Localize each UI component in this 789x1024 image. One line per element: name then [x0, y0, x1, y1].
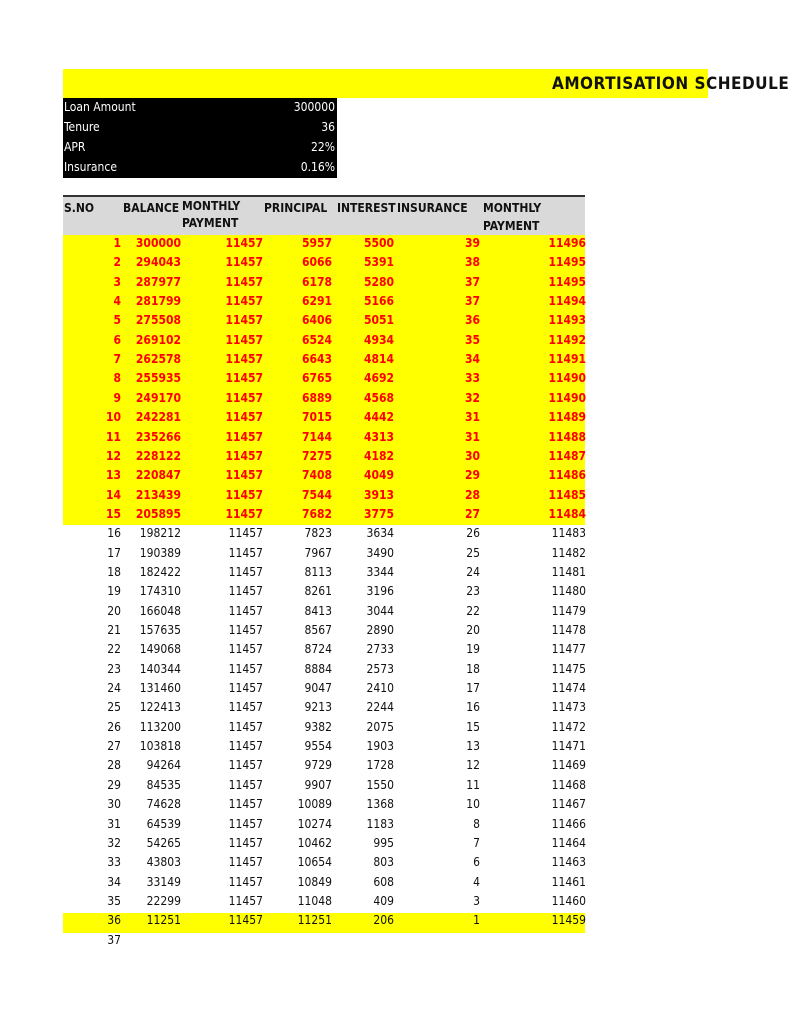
cell-interest: 1183: [366, 817, 394, 831]
cell-monthly-payment: 11457: [228, 836, 263, 850]
cell-monthly-payment: 11457: [225, 333, 263, 347]
cell-sno: 4: [113, 294, 121, 308]
cell-monthly-payment: 11457: [228, 565, 263, 579]
cell-interest: 2890: [366, 623, 394, 637]
cell-sno: 10: [105, 410, 121, 424]
apr-value: 22%: [311, 140, 335, 154]
cell-balance: 174310: [139, 584, 181, 598]
cell-total-payment: 11489: [548, 410, 586, 424]
cell-insurance: 19: [466, 642, 480, 656]
cell-sno: 5: [113, 313, 121, 327]
cell-total-payment: 11464: [551, 836, 586, 850]
cell-interest: 5166: [363, 294, 394, 308]
cell-balance: 22299: [146, 894, 181, 908]
cell-balance: 166048: [139, 604, 181, 618]
cell-principal: 6406: [301, 313, 332, 327]
cell-interest: 803: [373, 855, 394, 869]
col-header-monthly-payment-line2: PAYMENT: [182, 216, 239, 230]
cell-balance: 198212: [139, 526, 181, 540]
loan-amount-value: 300000: [293, 100, 335, 114]
cell-sno: 35: [107, 894, 121, 908]
col-header-balance: BALANCE: [123, 201, 180, 215]
cell-sno: 29: [107, 778, 121, 792]
cell-balance: 54265: [146, 836, 181, 850]
cell-interest: 4049: [363, 468, 394, 482]
cell-total-payment: 11487: [548, 449, 586, 463]
cell-interest: 1728: [366, 758, 394, 772]
cell-balance: 74628: [146, 797, 181, 811]
cell-interest: 3634: [366, 526, 394, 540]
cell-insurance: 3: [473, 894, 480, 908]
cell-monthly-payment: 11457: [225, 236, 263, 250]
cell-insurance: 39: [464, 236, 480, 250]
cell-balance: 235266: [135, 430, 181, 444]
col-header-sno: S.NO: [64, 201, 95, 215]
cell-interest: 2410: [366, 681, 394, 695]
cell-total-payment: 11485: [548, 488, 586, 502]
cell-sno: 18: [107, 565, 121, 579]
col-header-interest: INTEREST: [337, 201, 396, 215]
cell-monthly-payment: 11457: [228, 894, 263, 908]
cell-monthly-payment: 11457: [228, 546, 263, 560]
cell-principal: 6889: [301, 391, 332, 405]
cell-total-payment: 11459: [551, 913, 586, 927]
cell-total-payment: 11474: [551, 681, 586, 695]
cell-monthly-payment: 11457: [225, 507, 263, 521]
cell-total-payment: 11479: [551, 604, 586, 618]
tenure-row: [63, 118, 337, 138]
cell-sno: 14: [105, 488, 121, 502]
cell-principal: 7408: [301, 468, 332, 482]
cell-insurance: 8: [473, 817, 480, 831]
sheet-title: AMORTISATION SCHEDULE: [552, 74, 789, 94]
cell-total-payment: 11483: [551, 526, 586, 540]
cell-monthly-payment: 11457: [228, 700, 263, 714]
cell-principal: 8261: [304, 584, 332, 598]
cell-balance: 228122: [135, 449, 181, 463]
cell-insurance: 30: [464, 449, 480, 463]
cell-sno: 23: [107, 662, 121, 676]
cell-principal: 6178: [301, 275, 332, 289]
cell-interest: 4182: [363, 449, 394, 463]
cell-total-payment: 11486: [548, 468, 586, 482]
cell-total-payment: 11473: [551, 700, 586, 714]
cell-monthly-payment: 11457: [228, 778, 263, 792]
cell-sno: 27: [107, 739, 121, 753]
cell-insurance: 22: [466, 604, 480, 618]
cell-principal: 9729: [304, 758, 332, 772]
cell-principal: 10654: [297, 855, 332, 869]
cell-sno: 9: [113, 391, 121, 405]
cell-interest: 5280: [363, 275, 394, 289]
cell-balance: 94264: [146, 758, 181, 772]
cell-principal: 6524: [301, 333, 332, 347]
cell-interest: 1550: [366, 778, 394, 792]
cell-balance: 262578: [135, 352, 181, 366]
cell-monthly-payment: 11457: [228, 739, 263, 753]
cell-sno: 37: [107, 933, 121, 947]
cell-sno: 12: [105, 449, 121, 463]
cell-principal: 8413: [304, 604, 332, 618]
cell-sno: 30: [107, 797, 121, 811]
cell-principal: 8884: [304, 662, 332, 676]
cell-principal: 9907: [304, 778, 332, 792]
cell-balance: 190389: [139, 546, 181, 560]
cell-insurance: 15: [466, 720, 480, 734]
cell-sno: 26: [107, 720, 121, 734]
cell-interest: 3044: [366, 604, 394, 618]
cell-sno: 15: [105, 507, 121, 521]
cell-sno: 22: [107, 642, 121, 656]
cell-principal: 10274: [297, 817, 332, 831]
cell-total-payment: 11471: [551, 739, 586, 753]
cell-balance: 275508: [135, 313, 181, 327]
cell-principal: 7544: [301, 488, 332, 502]
cell-insurance: 11: [466, 778, 480, 792]
cell-total-payment: 11472: [551, 720, 586, 734]
loan-info-panel: [63, 98, 337, 178]
loan-amount-label: Loan Amount: [64, 100, 136, 114]
cell-total-payment: 11467: [551, 797, 586, 811]
cell-total-payment: 11469: [551, 758, 586, 772]
cell-interest: 4934: [363, 333, 394, 347]
cell-interest: 4692: [363, 371, 394, 385]
cell-principal: 7015: [301, 410, 332, 424]
cell-monthly-payment: 11457: [228, 720, 263, 734]
cell-interest: 4442: [363, 410, 394, 424]
cell-monthly-payment: 11457: [228, 584, 263, 598]
cell-balance: 249170: [135, 391, 181, 405]
cell-balance: 43803: [146, 855, 181, 869]
table-header: [63, 195, 585, 239]
tenure-value: 36: [321, 120, 335, 134]
cell-interest: 2244: [366, 700, 394, 714]
cell-monthly-payment: 11457: [225, 371, 263, 385]
cell-sno: 1: [113, 236, 121, 250]
cell-insurance: 27: [464, 507, 480, 521]
cell-sno: 21: [107, 623, 121, 637]
cell-total-payment: 11495: [548, 255, 586, 269]
cell-interest: 3913: [363, 488, 394, 502]
cell-insurance: 16: [466, 700, 480, 714]
cell-sno: 11: [105, 430, 121, 444]
cell-sno: 8: [113, 371, 121, 385]
cell-balance: 84535: [146, 778, 181, 792]
cell-insurance: 36: [464, 313, 480, 327]
cell-principal: 7682: [301, 507, 332, 521]
cell-balance: 213439: [135, 488, 181, 502]
cell-interest: 1903: [366, 739, 394, 753]
apr-row: [63, 138, 337, 158]
cell-monthly-payment: 11457: [228, 855, 263, 869]
cell-balance: 131460: [139, 681, 181, 695]
cell-balance: 294043: [135, 255, 181, 269]
cell-principal: 9213: [304, 700, 332, 714]
cell-sno: 2: [113, 255, 121, 269]
cell-insurance: 28: [464, 488, 480, 502]
cell-insurance: 31: [464, 430, 480, 444]
cell-balance: 33149: [146, 875, 181, 889]
col-header-total-payment-line2: PAYMENT: [483, 219, 540, 233]
cell-principal: 6291: [301, 294, 332, 308]
cell-interest: 608: [373, 875, 394, 889]
cell-principal: 6643: [301, 352, 332, 366]
cell-sno: 6: [113, 333, 121, 347]
cell-insurance: 10: [466, 797, 480, 811]
cell-balance: 255935: [135, 371, 181, 385]
cell-monthly-payment: 11457: [225, 468, 263, 482]
cell-total-payment: 11491: [548, 352, 586, 366]
cell-principal: 9382: [304, 720, 332, 734]
cell-balance: 242281: [135, 410, 181, 424]
cell-principal: 6066: [301, 255, 332, 269]
cell-total-payment: 11484: [548, 507, 586, 521]
cell-monthly-payment: 11457: [225, 352, 263, 366]
cell-balance: 103818: [139, 739, 181, 753]
insurance-row: [63, 158, 337, 178]
cell-total-payment: 11482: [551, 546, 586, 560]
cell-insurance: 18: [466, 662, 480, 676]
cell-monthly-payment: 11457: [225, 391, 263, 405]
cell-principal: 8724: [304, 642, 332, 656]
cell-interest: 5051: [363, 313, 394, 327]
cell-insurance: 33: [464, 371, 480, 385]
cell-balance: 205895: [135, 507, 181, 521]
cell-insurance: 32: [464, 391, 480, 405]
cell-monthly-payment: 11457: [225, 255, 263, 269]
insurance-value: 0.16%: [300, 160, 335, 174]
cell-sno: 33: [107, 855, 121, 869]
cell-monthly-payment: 11457: [228, 642, 263, 656]
cell-total-payment: 11463: [551, 855, 586, 869]
col-header-principal: PRINCIPAL: [264, 201, 328, 215]
cell-balance: 157635: [139, 623, 181, 637]
cell-principal: 9047: [304, 681, 332, 695]
cell-total-payment: 11478: [551, 623, 586, 637]
cell-principal: 5957: [301, 236, 332, 250]
cell-total-payment: 11492: [548, 333, 586, 347]
cell-insurance: 31: [464, 410, 480, 424]
cell-total-payment: 11488: [548, 430, 586, 444]
cell-principal: 7967: [304, 546, 332, 560]
cell-principal: 6765: [301, 371, 332, 385]
cell-balance: 64539: [146, 817, 181, 831]
cell-balance: 300000: [135, 236, 181, 250]
cell-insurance: 24: [466, 565, 480, 579]
cell-total-payment: 11493: [548, 313, 586, 327]
cell-balance: 182422: [139, 565, 181, 579]
cell-balance: 113200: [139, 720, 181, 734]
cell-total-payment: 11494: [548, 294, 586, 308]
cell-monthly-payment: 11457: [225, 430, 263, 444]
cell-principal: 10089: [297, 797, 332, 811]
cell-monthly-payment: 11457: [228, 913, 263, 927]
cell-monthly-payment: 11457: [225, 488, 263, 502]
cell-insurance: 37: [464, 294, 480, 308]
cell-insurance: 7: [473, 836, 480, 850]
cell-insurance: 1: [473, 913, 480, 927]
cell-monthly-payment: 11457: [228, 758, 263, 772]
cell-balance: 281799: [135, 294, 181, 308]
cell-sno: 32: [107, 836, 121, 850]
cell-insurance: 35: [464, 333, 480, 347]
tenure-label: Tenure: [64, 120, 100, 134]
cell-insurance: 25: [466, 546, 480, 560]
cell-insurance: 23: [466, 584, 480, 598]
cell-sno: 34: [107, 875, 121, 889]
cell-total-payment: 11495: [548, 275, 586, 289]
cell-monthly-payment: 11457: [225, 313, 263, 327]
cell-insurance: 4: [473, 875, 480, 889]
cell-total-payment: 11460: [551, 894, 586, 908]
cell-sno: 36: [107, 913, 121, 927]
cell-sno: 19: [107, 584, 121, 598]
cell-insurance: 13: [466, 739, 480, 753]
cell-principal: 8567: [304, 623, 332, 637]
cell-monthly-payment: 11457: [225, 410, 263, 424]
cell-principal: 8113: [304, 565, 332, 579]
cell-insurance: 34: [464, 352, 480, 366]
cell-insurance: 29: [464, 468, 480, 482]
cell-interest: 409: [373, 894, 394, 908]
cell-sno: 13: [105, 468, 121, 482]
cell-insurance: 38: [464, 255, 480, 269]
cell-monthly-payment: 11457: [228, 604, 263, 618]
col-header-total-payment-line1: MONTHLY: [483, 201, 542, 215]
cell-balance: 140344: [139, 662, 181, 676]
cell-principal: 7275: [301, 449, 332, 463]
cell-interest: 1368: [366, 797, 394, 811]
cell-balance: 149068: [139, 642, 181, 656]
cell-balance: 287977: [135, 275, 181, 289]
cell-sno: 28: [107, 758, 121, 772]
cell-sno: 16: [107, 526, 121, 540]
cell-interest: 5391: [363, 255, 394, 269]
cell-total-payment: 11480: [551, 584, 586, 598]
cell-sno: 7: [113, 352, 121, 366]
cell-interest: 3490: [366, 546, 394, 560]
loan-amount-row: [63, 98, 337, 118]
cell-insurance: 20: [466, 623, 480, 637]
cell-monthly-payment: 11457: [228, 681, 263, 695]
cell-principal: 7144: [301, 430, 332, 444]
cell-interest: 5500: [363, 236, 394, 250]
cell-insurance: 37: [464, 275, 480, 289]
cell-total-payment: 11461: [551, 875, 586, 889]
cell-total-payment: 11496: [548, 236, 586, 250]
cell-monthly-payment: 11457: [225, 294, 263, 308]
cell-interest: 2075: [366, 720, 394, 734]
cell-sno: 20: [107, 604, 121, 618]
cell-insurance: 26: [466, 526, 480, 540]
cell-total-payment: 11466: [551, 817, 586, 831]
cell-principal: 10849: [297, 875, 332, 889]
cell-monthly-payment: 11457: [228, 817, 263, 831]
cell-insurance: 6: [473, 855, 480, 869]
cell-sno: 24: [107, 681, 121, 695]
cell-total-payment: 11477: [551, 642, 586, 656]
insurance-label: Insurance: [64, 160, 117, 174]
cell-interest: 4313: [363, 430, 394, 444]
cell-total-payment: 11468: [551, 778, 586, 792]
cell-interest: 3775: [363, 507, 394, 521]
cell-principal: 11048: [297, 894, 332, 908]
cell-sno: 17: [107, 546, 121, 560]
col-header-monthly-payment-line1: MONTHLY: [182, 199, 241, 213]
cell-interest: 4568: [363, 391, 394, 405]
cell-balance: 269102: [135, 333, 181, 347]
cell-total-payment: 11490: [548, 371, 586, 385]
col-header-insurance: INSURANCE: [397, 201, 468, 215]
cell-principal: 7823: [304, 526, 332, 540]
cell-interest: 3196: [366, 584, 394, 598]
cell-monthly-payment: 11457: [228, 623, 263, 637]
cell-monthly-payment: 11457: [228, 797, 263, 811]
cell-monthly-payment: 11457: [228, 875, 263, 889]
apr-label: APR: [64, 140, 86, 154]
cell-sno: 25: [107, 700, 121, 714]
cell-monthly-payment: 11457: [225, 275, 263, 289]
cell-interest: 4814: [363, 352, 394, 366]
cell-sno: 3: [113, 275, 121, 289]
cell-interest: 2573: [366, 662, 394, 676]
cell-principal: 10462: [297, 836, 332, 850]
cell-sno: 31: [107, 817, 121, 831]
cell-monthly-payment: 11457: [225, 449, 263, 463]
cell-principal: 11251: [297, 913, 332, 927]
cell-principal: 9554: [304, 739, 332, 753]
cell-balance: 11251: [146, 913, 181, 927]
cell-insurance: 17: [466, 681, 480, 695]
cell-interest: 995: [373, 836, 394, 850]
cell-total-payment: 11475: [551, 662, 586, 676]
cell-monthly-payment: 11457: [228, 526, 263, 540]
cell-total-payment: 11481: [551, 565, 586, 579]
cell-interest: 2733: [366, 642, 394, 656]
cell-interest: 206: [373, 913, 394, 927]
cell-balance: 122413: [139, 700, 181, 714]
cell-monthly-payment: 11457: [228, 662, 263, 676]
cell-interest: 3344: [366, 565, 394, 579]
title-banner: [63, 69, 789, 98]
cell-balance: 220847: [135, 468, 181, 482]
cell-total-payment: 11490: [548, 391, 586, 405]
cell-insurance: 12: [466, 758, 480, 772]
